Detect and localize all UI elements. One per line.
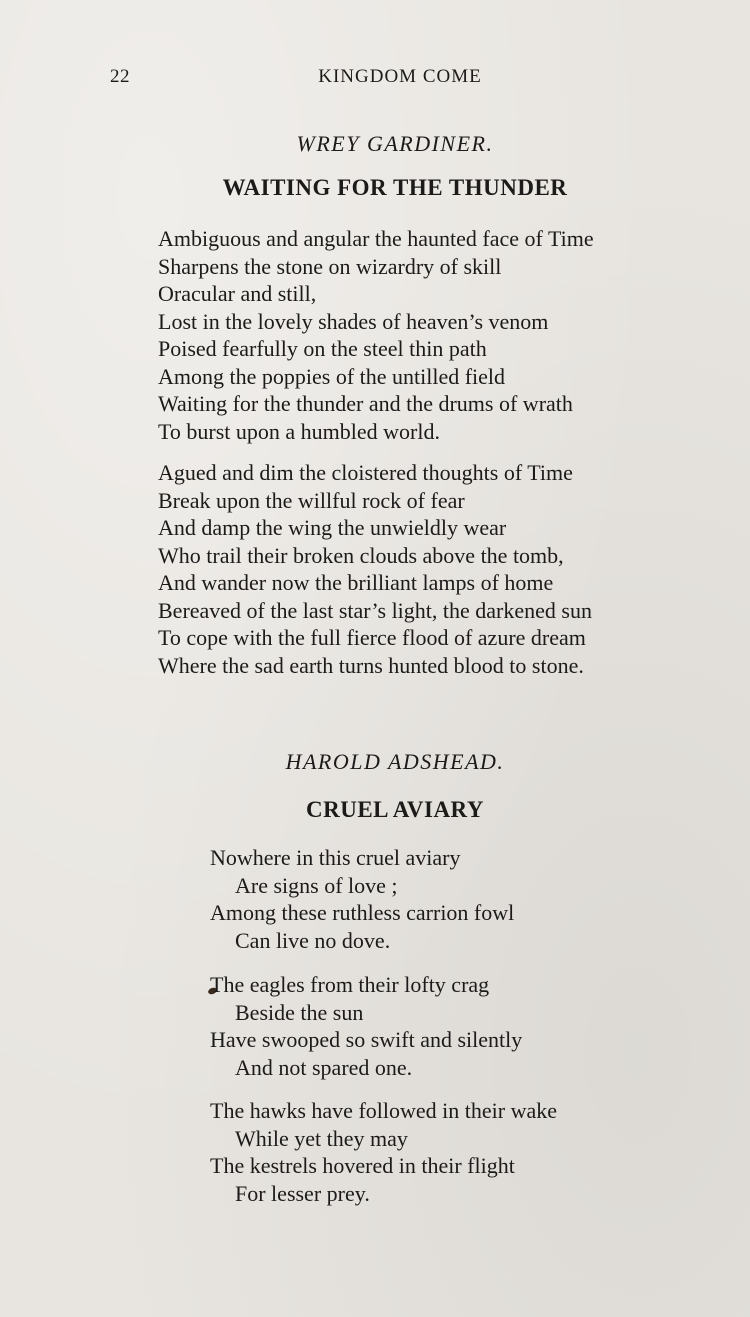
poem-line: Have swooped so swift and silently [210,1027,523,1052]
poem-line: Lost in the lovely shades of heaven’s venom [158,308,549,334]
stanza [210,971,522,1081]
stanza [210,1097,557,1207]
poem-title: WAITING FOR THE THUNDER [222,175,568,200]
poem-line: And wander now the brilliant lamps of home [158,570,554,595]
poem-line: Agued and dim the cloistered thoughts of Time [158,460,573,485]
poem-line: Bereaved of the last star’s light, the darkened sun [158,597,592,623]
poem-line: Poised fearfully on the steel thin path [158,336,487,361]
poem-line: Who trail their broken clouds above the tomb, [158,542,564,568]
poem-line: Nowhere in this cruel aviary [210,845,461,870]
poem-line: To burst upon a humbled world. [158,418,440,444]
poem-line: To cope with the full fierce flood of azure dream [158,625,586,650]
poem-line: Waiting for the thunder and the drums of wrath [158,391,573,416]
poem-line: While yet they may [235,1125,408,1151]
stanza [158,459,592,679]
poem-line: And damp the wing the unwieldly wear [158,515,507,540]
poem-line: The kestrels hovered in their flight [210,1153,515,1178]
poem-line: The hawks have followed in their wake [210,1098,557,1123]
poem-line: Sharpens the stone on wizardry of skill [158,253,502,279]
running-head: KINGDOM COME [318,66,482,87]
poem-line: Oracular and still, [158,281,317,306]
poem-line: Among these ruthless carrion fowl [210,900,515,925]
poem-line: Beside the sun [235,999,364,1025]
stanza [210,844,514,954]
poem-line: Where the sad earth turns hunted blood to stone. [158,652,584,678]
poem-author: WREY GARDINER. [296,131,494,156]
poem-title: CRUEL AVIARY [306,797,484,822]
poem-line: Are signs of love ; [235,872,398,898]
poem-line: For lesser prey. [235,1180,370,1206]
page-number: 22 [110,66,130,87]
poem-author: HAROLD ADSHEAD. [285,749,505,774]
poem-line: Break upon the willful rock of fear [158,487,465,513]
poem-line: Among the poppies of the untilled field [158,363,506,389]
poem-line: And not spared one. [235,1054,413,1080]
stanza [158,225,594,445]
poem-line: Can live no dove. [235,927,391,953]
poem-line: The eagles from their lofty crag [210,972,490,997]
poem-line: Ambiguous and angular the haunted face of Time [158,226,594,251]
